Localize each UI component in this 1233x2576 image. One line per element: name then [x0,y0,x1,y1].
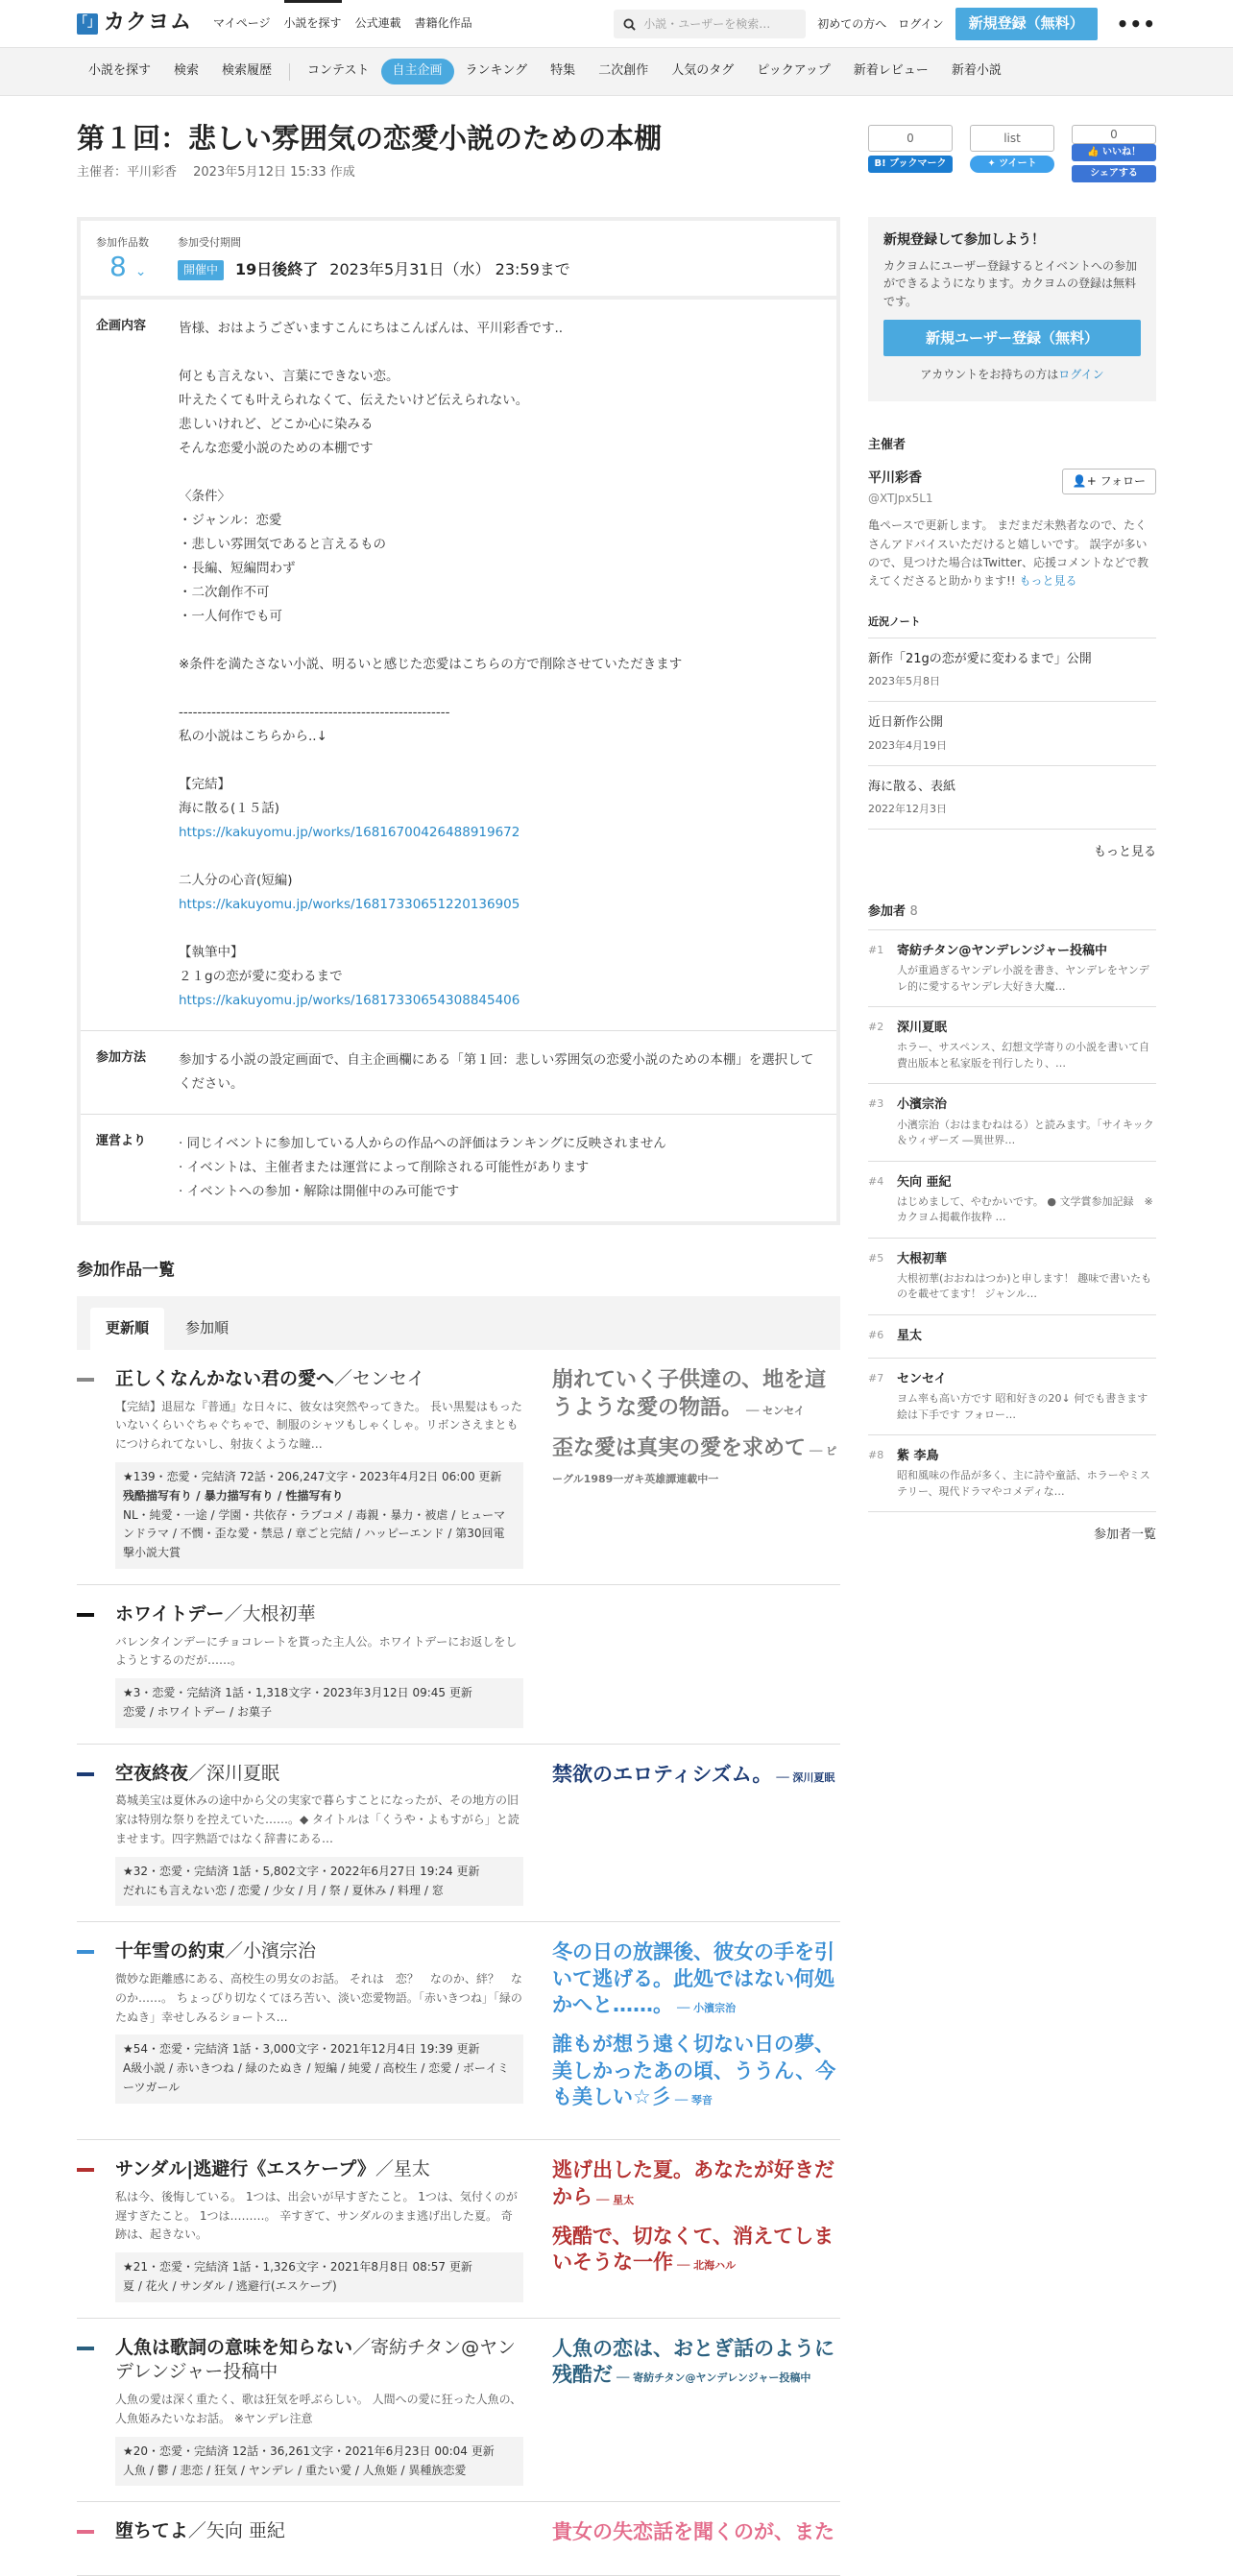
participant-rank: #7 [868,1371,884,1384]
main-content [77,96,840,2576]
content-line: ※条件を満たさない小説、明るいと感じた恋愛はこちらの方で削除させていただきます [179,657,683,673]
content-line: 二人分の心音(短編) [179,872,293,888]
work-title[interactable]: 空夜終夜／深川夏眠 [115,1762,280,1784]
work-author[interactable]: 大根初華 [242,1602,316,1625]
tweet-count: list [970,125,1054,152]
note-item[interactable]: 近日新作公開 2023年4月19日 [868,702,1156,765]
bookmark-count: 0 [868,125,953,152]
participant-rank: #6 [868,1328,884,1341]
top-nav [213,0,472,48]
work-item [77,2319,840,2502]
subnav-fanworks[interactable]: 二次創作 [598,63,649,79]
review-catchphrase[interactable]: 貴女の失恋話を聞くのが、また [552,2520,834,2544]
rules-row [81,1114,836,1221]
content-line: 叶えたくても叶えられなくて、伝えたいけど伝えられない。 [179,393,529,409]
logo-mark: 「」 [77,13,98,35]
tab-joined[interactable]: 参加順 [185,1318,230,1336]
work-link-2[interactable]: https://kakuyomu.jp/works/16817330651220136905 [179,896,520,912]
participant-rank: #2 [868,1021,884,1034]
participants-heading: 参加者 8 [868,903,1156,930]
review-catchphrase[interactable]: 歪な愛は真実の愛を求めて ── ピーグル1989一ガキ英雄譚連載中一 [552,1436,837,1485]
review-catchphrase[interactable]: 冬の日の放課後、彼女の手を引いて逃げる。此処ではない何処かへと……。 ── 小濱宗治 [552,1940,834,2017]
work-reviews [552,2519,840,2559]
content-line: 皆様、おはようございますこんにちはこんばんは、平川彩香です.. [179,321,564,337]
review-catchphrase[interactable]: 残酷で、切なくて、消えてしまいそうな一作 ── 北海ハル [552,2224,834,2275]
content-line: 〈条件〉 [179,489,230,505]
nav-mypage[interactable]: マイページ [213,16,271,31]
note-item[interactable]: 海に散る、表紙 2022年12月3日 [868,766,1156,830]
event-info-box [77,217,840,1225]
logo-text: カクヨム [104,11,193,36]
work-title[interactable]: ホワイトデー／大根初華 [115,1602,316,1625]
page-title: 第１回：悲しい雰囲気の恋愛小説のための本棚 [77,122,663,155]
signup-box [868,217,1156,401]
work-author[interactable]: 寄紡チタン@ヤンデレンジャー投稿中 [115,2336,516,2383]
participant-item[interactable] [868,1162,1156,1239]
content-line: 【執筆中】 [179,944,244,960]
review-catchphrase[interactable]: 逃げ出した夏。あなたが好きだから ── 星太 [552,2158,834,2208]
review-catchphrase[interactable]: 誰もが想う遠く切ない日の夢、美しかったあの頃、ううん、今も美しい☆彡 ── 琴音 [552,2033,836,2108]
blank-line [179,461,682,485]
content-line: 海に散る(１５話) [179,801,280,816]
review-catchphrase[interactable]: 禁欲のエロティシズム。 ── 深川夏眠 [552,1762,835,1786]
nav-published-works[interactable]: 書籍化作品 [414,16,472,31]
review-author: ── 北海ハル [677,2259,737,2273]
work-title[interactable]: 十年雪の約束／小濱宗治 [115,1940,317,1962]
content-line: ・ジャンル：恋愛 [179,513,282,529]
work-meta: ★139・恋愛・完結済 72話・206,247文字・2023年4月2日 06:00 更新 残酷描写有り / 暴力描写有り / 性描写有り NL・純愛・一途 / 学園・共依存・ラブコメ / 毒親・暴力・被虐 / ヒューマンドラマ / 不憫・歪な愛・禁忌 / 章ごと完結 / ハッピーエンド / 第30回電撃小説大賞 [115,1462,523,1569]
work-link-3[interactable]: https://kakuyomu.jp/works/16817330654308845406 [179,992,520,1008]
note-item[interactable]: 新作「21gの恋が愛に変わるまで」公開 2023年5月8日 [868,638,1156,702]
participant-name[interactable]: 小濱宗治 [897,1097,948,1113]
deadline: 2023年5月31日（水） 23:59まで [329,259,570,278]
share-buttons [868,125,1156,182]
work-title[interactable]: 人魚は歌詞の意味を知らない／寄紡チタン@ヤンデレンジャー投稿中 [115,2336,516,2383]
participant-desc: ホラー、サスペンス、幻想文学寄りの小説を書いて自費出版本と私家版を刊行したり、… [897,1041,1150,1070]
works-heading: 参加作品一覧 [77,1260,175,1280]
participant-desc: 人が重過ぎるヤンデレ小説を書き、ヤンデレをヤンデレ的に愛するヤンデレ大好き大魔… [897,964,1149,993]
work-meta: ★3・恋愛・完結済 1話・1,318文字・2023年3月12日 09:45 更新 恋愛 / ホワイトデー / お菓子 [115,1678,523,1728]
work-color-bar [77,1950,94,1954]
content-line: そんな恋愛小説のための本棚です [179,441,374,457]
subnav-pickup[interactable]: ピックアップ [757,63,831,79]
review-catchphrase[interactable]: 人魚の恋は、おとぎ話のように残酷だ ── 寄紡チタン@ヤンデレンジャー投稿中 [552,2336,834,2387]
blank-line [179,677,682,701]
work-tags[interactable]: NL・純愛・一途 / 学園・共依存・ラブコメ / 毒親・暴力・被虐 / ヒューマンドラマ / 不憫・歪な愛・禁忌 / 章ごと完結 / ハッピーエンド / 第30回電撃小説大賞 [123,1507,506,1560]
top-header [0,0,1233,48]
work-reviews [552,2336,840,2486]
sidebar-login-link[interactable]: ログイン [1058,368,1104,382]
blank-line [179,629,682,653]
subnav-history[interactable]: 検索履歴 [222,63,273,79]
participants-more-link[interactable]: 参加者一覧 [1093,1528,1156,1543]
subnav-ranking[interactable]: ランキング [465,63,528,79]
participant-item[interactable] [868,1007,1156,1084]
participant-rank: #8 [868,1449,884,1462]
work-reviews [552,1602,840,1728]
review-author: ── 深川夏眠 [776,1770,835,1784]
subnav-new-reviews[interactable]: 新着レビュー [853,63,929,79]
works-tabs [77,1296,840,1350]
participant-desc: はじめまして、やむかいです。 ● 文学賞参加記録 ※カクヨム掲載作抜粋 … [897,1194,1153,1224]
rule-item: · 同じイベントに参加している人からの作品への評価はランキングに反映されません [179,1135,666,1151]
work-meta: ★20・恋愛・完結済 12話・36,261文字・2021年6月23日 00:04 更新 人魚 / 鬱 / 悲恋 / 狂気 / ヤンデレ / 重たい愛 / 人魚姫 / 異種族恋愛 [115,2437,523,2487]
work-count-value: 8 [109,250,127,282]
work-count[interactable] [96,234,149,283]
subnav-contest[interactable]: コンテスト [307,63,370,79]
facebook-share[interactable] [1072,125,1156,182]
participant-name[interactable]: 大根初華 [897,1251,948,1266]
blank-line [179,749,682,773]
work-author[interactable]: 矢向 亜紀 [206,2520,285,2542]
content-line: ・長編、短編問わず [179,561,296,577]
content-line: 私の小説はこちらから..↓ [179,729,327,745]
notes-heading: 近況ノート [868,614,1156,638]
work-color-bar [77,1772,94,1776]
participant-item[interactable] [868,1435,1156,1512]
review-author: ── 琴音 [674,2093,713,2107]
work-link-1[interactable]: https://kakuyomu.jp/works/16816700426488919672 [179,824,520,840]
work-item [77,2140,840,2319]
subnav-divider [289,63,290,81]
work-item [77,1585,840,1745]
participant-name[interactable]: 矢向 亜紀 [897,1174,952,1190]
work-color-bar [77,2168,94,2172]
host-meta: 主催者：平川彩香 2023年5月12日 15:33 作成 [77,164,355,180]
host-name[interactable]: 平川彩香 [868,470,922,487]
participant-rank: #1 [868,944,884,957]
work-author[interactable]: 星太 [393,2158,430,2180]
review-author: ── 小濱宗治 [677,2002,737,2015]
work-intro: 微妙な距離感にある、高校生の男女のお話。 それは 恋？ なのか、絆？ なのか……。 ちょっぴり切なくてほろ苦い、淡い恋愛物語。「赤いきつね」「緑のたぬき」幸せしみるショートス… [115,1972,522,2024]
participant-item[interactable] [868,930,1156,1007]
work-color-bar [77,2347,94,2350]
work-warnings: 残酷描写有り / 暴力描写有り / 性描写有り [123,1488,344,1503]
participant-rank: #3 [868,1097,884,1111]
signup-login-text: アカウントをお持ちの方はログイン [920,368,1104,382]
hatena-bookmark[interactable] [868,125,953,182]
work-reviews [552,2157,840,2302]
participant-item[interactable] [868,1084,1156,1161]
method-label: 参加方法 [96,1049,147,1065]
subnav-features[interactable]: 特集 [550,63,576,79]
participant-name[interactable]: 紫 李鳥 [897,1449,939,1464]
participant-item[interactable] [868,1359,1156,1435]
work-item [77,2502,840,2575]
work-reviews [552,1367,840,1569]
review-catchphrase[interactable]: 崩れていく子供達の、地を這うような愛の物語。 ── センセイ [552,1367,827,1420]
tab-updated[interactable]: 更新順 [90,1308,164,1350]
nav-find-novels[interactable]: 小説を探す [284,0,342,48]
content-line: 悲しいけれど、どこか心に染みる [179,417,374,433]
work-count-label: 参加作品数 [96,235,149,249]
work-color-bar [77,1378,94,1382]
period [178,234,570,283]
rule-item: · イベントへの参加・解除は開催中のみ可能です [179,1183,460,1199]
rule-item: · イベントは、主催者または運営によって削除される可能性があります [179,1159,590,1175]
notes-list [868,638,1156,830]
subnav-search[interactable]: 検索 [174,63,200,79]
participant-rank: #5 [868,1251,884,1264]
work-intro: 私は今、後悔している。 1つは、出会いが早すぎたこと。 1つは、気付くのが遅すぎたこと。 1つは………。 辛すぎて、サンダルのまま逃げ出した夏。 奇跡は、起きない。 [115,2189,518,2242]
review-author: ── センセイ [746,1404,805,1417]
work-intro: 人魚の愛は深く重たく、歌は狂気を呼ぶらしい。 人間への愛に狂った人魚の、人魚姫みたいなお話。 ※ヤンデレ注意 [115,2393,522,2425]
content-line: ---------------------------------------------------------- [179,705,450,721]
content-line: ・悲しい雰囲気であると言えるもの [179,537,386,553]
work-meta: ★54・恋愛・完結済 1話・3,000文字・2021年12月4日 19:39 更新 A級小説 / 赤いきつね / 緑のたぬき / 短編 / 純愛 / 高校生 / 恋愛 / ボーイミーツガール [115,2034,523,2103]
work-title[interactable]: サンダル|逃避行《エスケープ》／星太 [115,2158,430,2180]
tweet-button[interactable]: ✦ ツイート [970,156,1054,173]
add-user-icon: 👤+ [1072,474,1100,489]
review-author: ── 寄紡チタン@ヤンデレンジャー投稿中 [616,2371,811,2385]
participant-desc: 昭和風味の作品が多く、主に詩や童話、ホラーやミステリー、現代ドラマやコメディな… [897,1469,1150,1498]
signup-title: 新規登録して参加しよう！ [883,232,1045,248]
header-actions [614,0,1156,48]
content-label: 企画内容 [96,319,147,334]
work-tags[interactable]: 夏 / 花火 / サンダル / 逃避行(エスケープ) [123,2279,337,2294]
host-profile [868,469,1156,507]
review-author: ── 星太 [596,2193,635,2206]
signup-text: カクヨムにユーザー登録するとイベントへの参加ができるようになります。カクヨムの登録は無料です。 [883,258,1138,308]
work-author[interactable]: 小濱宗治 [243,1940,317,1962]
tweet-share[interactable] [970,125,1054,182]
work-item [77,1922,840,2140]
work-item [77,1745,840,1923]
participant-name[interactable]: 星太 [897,1328,923,1343]
sidebar [868,96,1156,1545]
participant-desc: 小濱宗治（おはまむねはる）と読みます。「サイキック＆ウィザーズ ―異世界… [897,1118,1154,1147]
content-line: ・一人何作でも可 [179,609,282,625]
work-meta: ★32・恋愛・完結済 1話・5,802文字・2022年6月27日 19:24 更新 だれにも言えない恋 / 恋愛 / 少女 / 月 / 祭 / 夏休み / 料理 / 窓 [115,1857,523,1907]
nav-official-series[interactable]: 公式連載 [354,16,401,31]
participant-name[interactable]: 寄紡チタン@ヤンデレンジャー投稿中 [897,944,1108,959]
method-text: 参加する小説の設定画面で、自主企画欄にある「第１回：悲しい雰囲気の恋愛小説のための本棚」を選択してください。 [179,1051,814,1092]
subnav-tags[interactable]: 人気のタグ [671,63,735,79]
like-button[interactable]: 👍 いいね！ [1072,144,1156,161]
participant-item[interactable] [868,1315,1156,1359]
work-title[interactable]: 正しくなんかない君の愛へ／センセイ [115,1367,425,1389]
work-reviews [552,1939,840,2124]
participant-rank: #4 [868,1174,884,1188]
search-placeholder: 小説・ユーザーを検索… [643,16,771,31]
content-row [81,300,836,1029]
content-line: 何とも言えない、言葉にできない恋。 [179,369,399,385]
subnav-new-novels[interactable]: 新着小説 [951,63,1002,79]
work-author[interactable]: センセイ [352,1367,425,1389]
chevron-down-icon: ⌄ [134,263,147,279]
participant-desc: 大根初華(おおねはつか)と申します！ 趣味で書いたものを載せてます！ ジャンル… [897,1271,1152,1301]
participant-name[interactable]: 深川夏眠 [897,1021,948,1036]
work-color-bar [77,2530,94,2534]
participants-list [868,930,1156,1512]
work-reviews [552,1762,840,1907]
work-intro: バレンタインデーにチョコレートを貰った主人公。ホワイトデーにお返しをしようとするのだが……。 [115,1634,518,1668]
search-input[interactable] [614,10,806,38]
content-line: 【完結】 [179,777,230,793]
participant-name[interactable]: センセイ [897,1371,947,1386]
work-tags[interactable]: だれにも言えない恋 / 恋愛 / 少女 / 月 / 祭 / 夏休み / 料理 / 窓 [123,1883,444,1897]
period-label: 参加受付期間 [178,235,241,249]
signup-button[interactable]: 新規ユーザー登録（無料） [883,320,1141,356]
notes-more-link[interactable]: もっと見る [1093,844,1156,859]
follow-button[interactable]: 👤+ フォロー [1062,469,1156,494]
host-description: 亀ペースで更新します。 まだまだ未熟者なので、たくさんアドバイスいただけると嬉しいです。 誤字が多いので、見つけた場合はTwitter、応援コメントなどで教えてくださると助かります!! もっと見る [868,518,1148,589]
host-desc-more-link[interactable]: もっと見る [1019,574,1077,589]
facebook-share-button[interactable]: シェアする [1072,165,1156,182]
blank-line [179,341,682,365]
work-tags[interactable]: 人魚 / 鬱 / 悲恋 / 狂気 / ヤンデレ / 重たい愛 / 人魚姫 / 異種族恋愛 [123,2463,467,2477]
host-heading: 主催者 [868,438,907,453]
host-id: @XTJpx5L1 [868,491,933,505]
work-tags[interactable]: A級小説 / 赤いきつね / 緑のたぬき / 短編 / 純愛 / 高校生 / 恋愛 / ボーイミーツガール [123,2061,509,2095]
subnav-user-events[interactable]: 自主企画 [381,59,454,84]
work-meta: ★21・恋愛・完結済 1話・1,326文字・2021年8月8日 08:57 更新 夏 / 花火 / サンダル / 逃避行(エスケープ) [115,2252,523,2302]
content-line: ２１gの恋が愛に変わるまで [179,968,343,984]
sub-nav [0,48,1233,96]
first-time-link[interactable]: 初めての方へ [817,16,887,31]
register-button[interactable]: 新規登録（無料） [955,8,1098,40]
bookmark-button[interactable]: B! ブックマーク [868,156,953,173]
search-icon [623,18,636,31]
more-menu-icon[interactable]: ••• [1116,12,1156,36]
subnav-find[interactable]: 小説を探す [88,63,152,79]
twitter-bird-icon: ✦ [987,158,1000,170]
work-item [77,1350,840,1585]
work-tags[interactable]: 恋愛 / ホワイトデー / お菓子 [123,1705,272,1720]
participant-item[interactable] [868,1239,1156,1315]
work-author[interactable]: 深川夏眠 [206,1762,280,1784]
content-body [179,317,682,1012]
thumbs-up-icon: 👍 [1087,147,1102,158]
work-intro: 葛城美宝は夏休みの途中から父の実家で暮らすことになったが、その地方の旧家は特別な祭りを控えていた……。◆ タイトルは「くうや・よもすがら」と読ませます。四字熟語ではなく辞書にある… [115,1794,520,1846]
remaining-days: 19日後終了 [235,259,319,278]
work-intro: 【完結】退屈な『普通』な日々に、彼女は突然やってきた。 長い黒髪はもったいないくらいぐちゃぐちゃで、制服のシャツもしゃくしゃ。リボンさえまともにつけられてないし、射抜くような瞳… [115,1399,522,1452]
work-title[interactable]: 堕ちてよ／矢向 亜紀 [115,2520,285,2542]
works-list [77,1350,840,2576]
review-author: ── ピーグル1989一ガキ英雄譚連載中一 [552,1445,837,1485]
login-link[interactable]: ログイン [898,16,944,31]
rules-label: 運営より [96,1133,147,1148]
like-count: 0 [1072,125,1156,144]
method-row [81,1030,836,1114]
status-badge: 開催中 [178,260,224,280]
work-color-bar [77,1613,94,1617]
site-logo[interactable] [77,7,192,39]
participant-desc: ヨム率も高い方です 昭和好きの20↓ 何でも書きます 絵は下手です フォロー… [897,1392,1148,1421]
content-line: ・二次創作不可 [179,585,270,601]
